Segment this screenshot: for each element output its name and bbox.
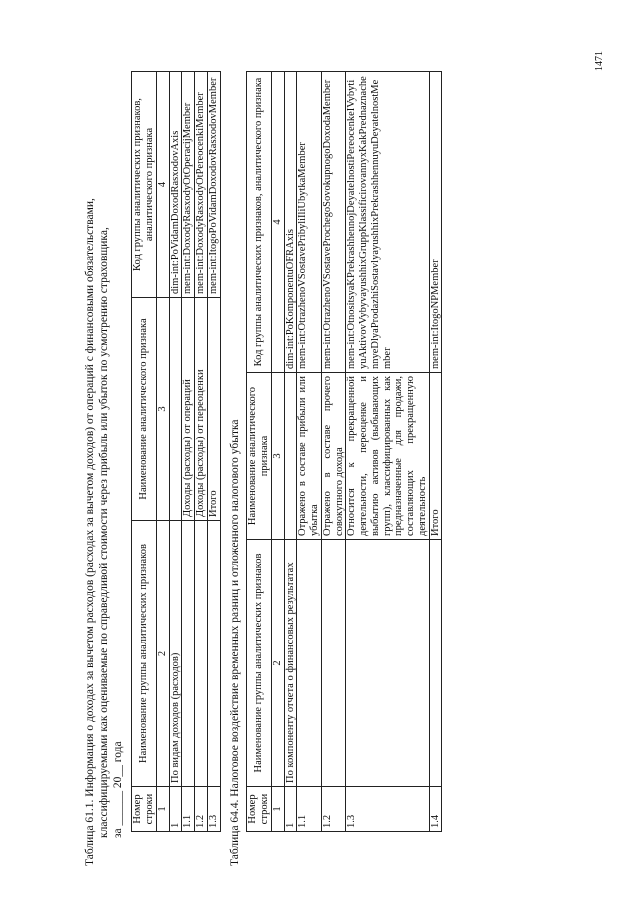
group-name [321, 540, 346, 787]
table2-header-cell: Наименование аналитического признака [247, 373, 272, 540]
table1-header-row [132, 72, 157, 832]
table1-header-cell: Номер строки [132, 787, 157, 832]
feature-code: mem-int:OtrazhenoVSostaveProchegoSovokupnogoDoxodaMember [321, 72, 346, 373]
table1 [131, 71, 220, 832]
table-row [284, 72, 297, 832]
feature-name [169, 298, 182, 521]
feature-name: Доходы (расходы) от переоценки [195, 298, 208, 521]
feature-name: Доходы (расходы) от операций [182, 298, 195, 521]
table1-caption-line3: за ______ 20__ года [111, 741, 124, 838]
rotated-content [84, 56, 544, 866]
page-number: 1471 [593, 51, 605, 71]
table1-caption-line1: Таблица 61.1. Информация о доходах за вычетом расходов (расходах за вычетом доходов) от операций с финансовыми обязательствами, [84, 198, 96, 866]
column-number: 3 [271, 373, 284, 540]
table-row [195, 72, 208, 832]
table-row [346, 72, 429, 832]
feature-name [284, 373, 297, 540]
column-number: 2 [271, 540, 284, 787]
table2-caption: Таблица 64.4. Налоговое воздействие временных разниц и отложенного налогового убытка [228, 419, 241, 866]
table1-header-cell: Наименование группы аналитических признаков [132, 521, 157, 787]
table1-header-cell: Код группы аналитических признаков, аналитического признака [132, 72, 157, 298]
table1-caption [84, 56, 125, 866]
group-name [297, 540, 322, 787]
table2 [246, 71, 442, 832]
feature-name: Отражено в составе прибыли или убытка [297, 373, 322, 540]
column-number: 1 [156, 787, 169, 832]
table-row [429, 72, 442, 832]
row-number: 1 [284, 787, 297, 832]
table2-header-cell: Наименование группы аналитических признаков [247, 540, 272, 787]
table-row [207, 72, 220, 832]
group-name [429, 540, 442, 787]
table2-header-cell: Код группы аналитических признаков, аналитического признака [247, 72, 272, 373]
feature-code: mem-int:DoxodyRasxodyOtOperacijMember [182, 72, 195, 298]
table-row [169, 72, 182, 832]
table1-header-cell: Наименование аналитического признака [132, 298, 157, 521]
feature-code: dim-int:PoKomponentuOFRAxis [284, 72, 297, 373]
table2-column-number-row [271, 72, 284, 832]
table2-header-row [247, 72, 272, 832]
column-number: 3 [156, 298, 169, 521]
table2-header-cell: Номер строки [247, 787, 272, 832]
feature-code: dim-int:PoVidamDoxodRasxodovAxis [169, 72, 182, 298]
table-row [297, 72, 322, 832]
row-number: 1.3 [346, 787, 429, 832]
feature-name: Отражено в составе прочего совокупного дохода [321, 373, 346, 540]
feature-name: Относится к прекращенной деятельности, переоценке и выбытию активов (выбывающих групп), классифицированных как предназначенные для продажи, составляющих прекращенную деятельность [346, 373, 429, 540]
feature-name: Итого [429, 373, 442, 540]
row-number: 1 [169, 787, 182, 832]
feature-code: mem-int:DoxodyRasxodyOtPereocenkiMember [195, 72, 208, 298]
feature-code: mem-int:ItogoPoVidamDoxodovRasxodovMember [207, 72, 220, 298]
table-row [321, 72, 346, 832]
row-number: 1.3 [207, 787, 220, 832]
table1-caption-line2: классифицируемыми как оцениваемые по справедливой стоимости через прибыль или убыток по усмотрению страховщика, [97, 227, 110, 838]
group-name [346, 540, 429, 787]
column-number: 4 [271, 72, 284, 373]
column-number: 4 [156, 72, 169, 298]
row-number: 1.1 [182, 787, 195, 832]
row-number: 1.1 [297, 787, 322, 832]
table1-column-number-row [156, 72, 169, 832]
row-number: 1.2 [195, 787, 208, 832]
column-number: 2 [156, 521, 169, 787]
group-name: По видам доходов (расходов) [169, 521, 182, 787]
row-number: 1.2 [321, 787, 346, 832]
feature-code: mem-int:OtrazhenoVSostavePribyliIliUbytkaMember [297, 72, 322, 373]
group-name: По компоненту отчета о финансовых результатах [284, 540, 297, 787]
group-name [207, 521, 220, 787]
feature-code: mem-int:OtnositsyaKPrekrashhennojDeyatelnostiPereocenkeIVybytiyuAktivovVybyvayushhixGruppKlassificirovannyxKakPrednaznachennyeDlyaProdazhiSostavlyayushhixPrekrashhennuyuDeyatelnostMember [346, 72, 429, 373]
column-number: 1 [271, 787, 284, 832]
row-number: 1.4 [429, 787, 442, 832]
group-name [182, 521, 195, 787]
table-row [182, 72, 195, 832]
group-name [195, 521, 208, 787]
feature-code: mem-int:ItogoNPMember [429, 72, 442, 373]
feature-name: Итого [207, 298, 220, 521]
